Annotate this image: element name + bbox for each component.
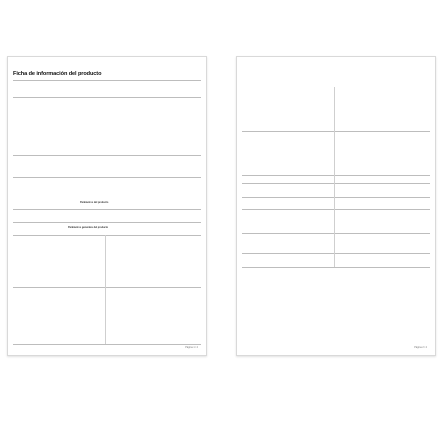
section-divider: [13, 177, 201, 178]
section-divider: [13, 344, 201, 345]
section-divider: [242, 183, 430, 184]
section-divider: [13, 287, 201, 288]
section-divider: [13, 222, 201, 223]
section-heading: Parámetros del producto: [80, 201, 109, 204]
section-divider: [13, 209, 201, 210]
title-divider: [13, 80, 201, 81]
product-sheet-page-2: [236, 56, 436, 356]
section-divider: [242, 233, 430, 234]
section-heading: Parámetros generales del producto: [68, 226, 109, 229]
page-number: Página 2 / 2: [414, 346, 427, 349]
section-divider: [13, 235, 201, 236]
page-number: Página 1 / 2: [185, 346, 198, 349]
section-divider: [13, 97, 201, 98]
section-divider: [242, 175, 430, 176]
column-rule: [334, 87, 335, 267]
page-title: Ficha de información del producto: [13, 71, 102, 77]
section-divider: [242, 197, 430, 198]
product-sheet-page-1: [7, 56, 207, 356]
section-divider: [242, 267, 430, 268]
section-divider: [242, 209, 430, 210]
section-divider: [242, 131, 430, 132]
column-rule: [105, 235, 106, 344]
section-divider: [242, 253, 430, 254]
section-divider: [13, 155, 201, 156]
